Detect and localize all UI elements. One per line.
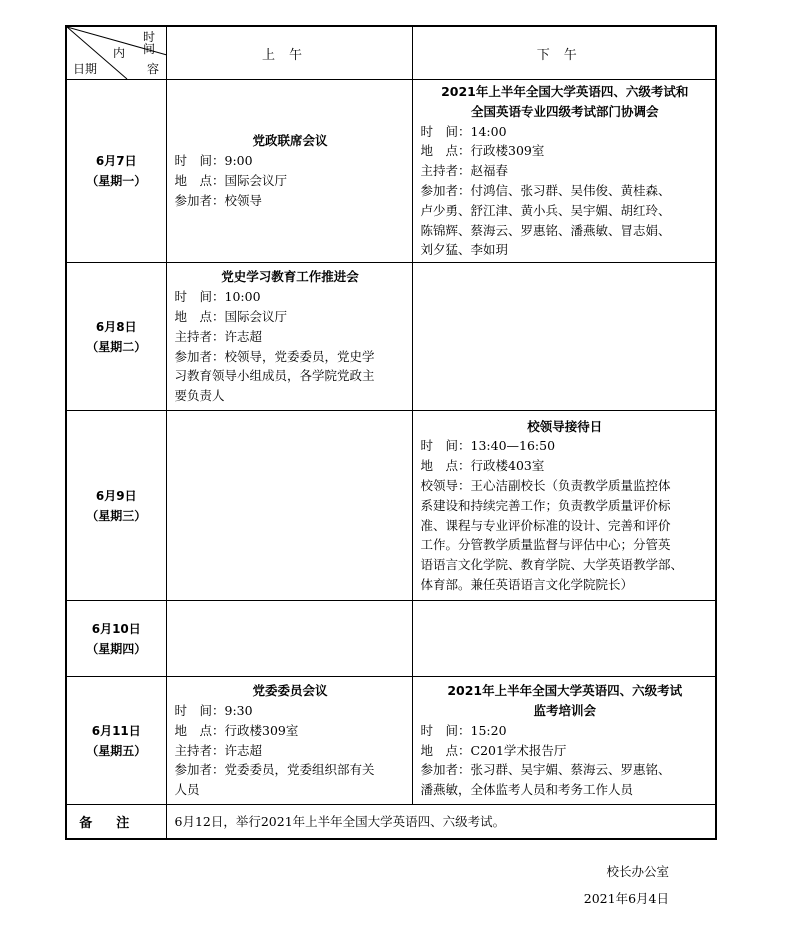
event-title: 全国英语专业四级考试部门协调会 <box>470 103 659 119</box>
event-line: 人员 <box>174 782 200 798</box>
event-line: 主持者：赵福春 <box>420 163 509 179</box>
date-label: 6月9日 <box>95 488 137 503</box>
pm-cell <box>412 80 716 263</box>
row-jun11 <box>66 677 716 805</box>
remark-text: 6月12日，举行2021年上半年全国大学英语四、六级考试。 <box>166 805 716 839</box>
event-line: 主持者：许志超 <box>174 742 263 758</box>
afternoon-header: 下午 <box>412 26 716 80</box>
row-jun7 <box>66 80 716 263</box>
event-line: 系建设和持续完善工作；负责教学质量评价标 <box>420 497 671 513</box>
morning-header: 上午 <box>166 26 412 80</box>
event-line: 习教育领导小组成员，各学院党政主 <box>174 368 375 384</box>
event-title: 2021年上半年全国大学英语四、六级考试 <box>447 683 683 699</box>
am-cell-empty <box>166 411 412 601</box>
am-cell <box>166 263 412 411</box>
event-line: 地 点：国际会议厅 <box>174 173 288 189</box>
date-label: 6月8日 <box>95 319 137 334</box>
header-row <box>66 26 716 80</box>
event-title: 2021年上半年全国大学英语四、六级考试和 <box>441 84 689 99</box>
event-line: 参加者：付鸿信、张习群、吴伟俊、黄桂森、 <box>420 182 671 198</box>
date-cell <box>66 263 166 411</box>
event-line: 时 间：10:00 <box>174 289 261 305</box>
date-label: 6月7日 <box>95 154 137 169</box>
event-line: 参加者：党委委员，党委组织部有关 <box>174 762 375 778</box>
event-title: 党政联席会议 <box>252 133 328 149</box>
event-line: 体育部。兼任英语语言文化学院院长） <box>420 576 634 592</box>
remark-label: 备注 <box>66 805 166 839</box>
remark-row <box>66 805 716 839</box>
event-title: 监考培训会 <box>533 703 596 719</box>
event-line: 陈锦辉、蔡海云、罗惠铭、潘燕敏、冒志娟、 <box>420 222 671 238</box>
weekday-label: （星期四） <box>86 641 147 656</box>
event-line: 参加者：张习群、吴宇媚、蔡海云、罗惠铭、 <box>420 762 671 778</box>
event-line: 卢少勇、舒江津、黄小兵、吴宇媚、胡红玲、 <box>420 202 671 218</box>
date-cell <box>66 411 166 601</box>
footer-office: 校长办公室 <box>606 864 669 879</box>
row-jun9 <box>66 411 716 601</box>
am-cell <box>166 677 412 805</box>
am-cell <box>166 80 412 263</box>
event-line: 时 间：9:30 <box>174 703 253 719</box>
date-label: 6月11日 <box>91 723 141 738</box>
event-line: 潘燕敏，全体监考人员和考务工作人员 <box>420 782 634 798</box>
weekday-label: （星期三） <box>86 508 147 523</box>
event-line: 时 间：13:40—16:50 <box>420 438 556 454</box>
event-line: 语语言文化学院、教育学院、大学英语教学部、 <box>420 557 684 573</box>
corner-content-label-1: 内 <box>113 46 126 60</box>
corner-content-label-2: 容 <box>147 62 160 76</box>
event-title: 校领导接待日 <box>527 418 603 434</box>
pm-cell <box>412 677 716 805</box>
date-cell <box>66 80 166 263</box>
event-line: 地 点：国际会议厅 <box>174 308 288 324</box>
event-line: 校领导：王心洁副校长（负责教学质量监控体 <box>420 477 671 493</box>
corner-date-label: 日期 <box>73 62 98 76</box>
corner-time-label: 时间 <box>143 30 156 56</box>
date-cell <box>66 677 166 805</box>
weekday-label: （星期五） <box>86 743 147 758</box>
event-line: 地 点：行政楼309室 <box>420 143 545 159</box>
pm-cell <box>412 411 716 601</box>
weekday-label: （星期二） <box>86 339 147 354</box>
event-line: 要负责人 <box>174 388 225 404</box>
row-jun8 <box>66 263 716 411</box>
pm-cell-empty <box>412 263 716 411</box>
event-line: 参加者：校领导 <box>174 192 263 208</box>
event-line: 地 点：行政楼403室 <box>420 458 545 474</box>
weekday-label: （星期一） <box>86 174 147 189</box>
schedule-table <box>65 25 717 840</box>
event-line: 主持者：许志超 <box>174 328 263 344</box>
event-line: 参加者：校领导，党委委员，党史学 <box>174 348 375 364</box>
event-line: 时 间：15:20 <box>420 722 507 738</box>
corner-cell <box>66 26 166 80</box>
pm-cell-empty <box>412 601 716 677</box>
event-line: 准、课程与专业评价标准的设计、完善和评价 <box>420 517 671 533</box>
footer-date: 2021年6月4日 <box>583 891 669 906</box>
event-title: 党史学习教育工作推进会 <box>221 269 359 285</box>
date-label: 6月10日 <box>91 621 141 636</box>
am-cell-empty <box>166 601 412 677</box>
event-title: 党委委员会议 <box>252 683 328 699</box>
event-line: 刘夕猛、李如玥 <box>420 242 509 258</box>
row-jun10 <box>66 601 716 677</box>
date-cell <box>66 601 166 677</box>
event-line: 工作。分管教学质量监督与评估中心；分管英 <box>420 537 671 553</box>
event-line: 时 间：9:00 <box>174 153 253 169</box>
event-line: 地 点：行政楼309室 <box>174 722 299 738</box>
event-line: 时 间：14:00 <box>420 123 507 139</box>
event-line: 地 点：C201学术报告厅 <box>420 742 567 758</box>
